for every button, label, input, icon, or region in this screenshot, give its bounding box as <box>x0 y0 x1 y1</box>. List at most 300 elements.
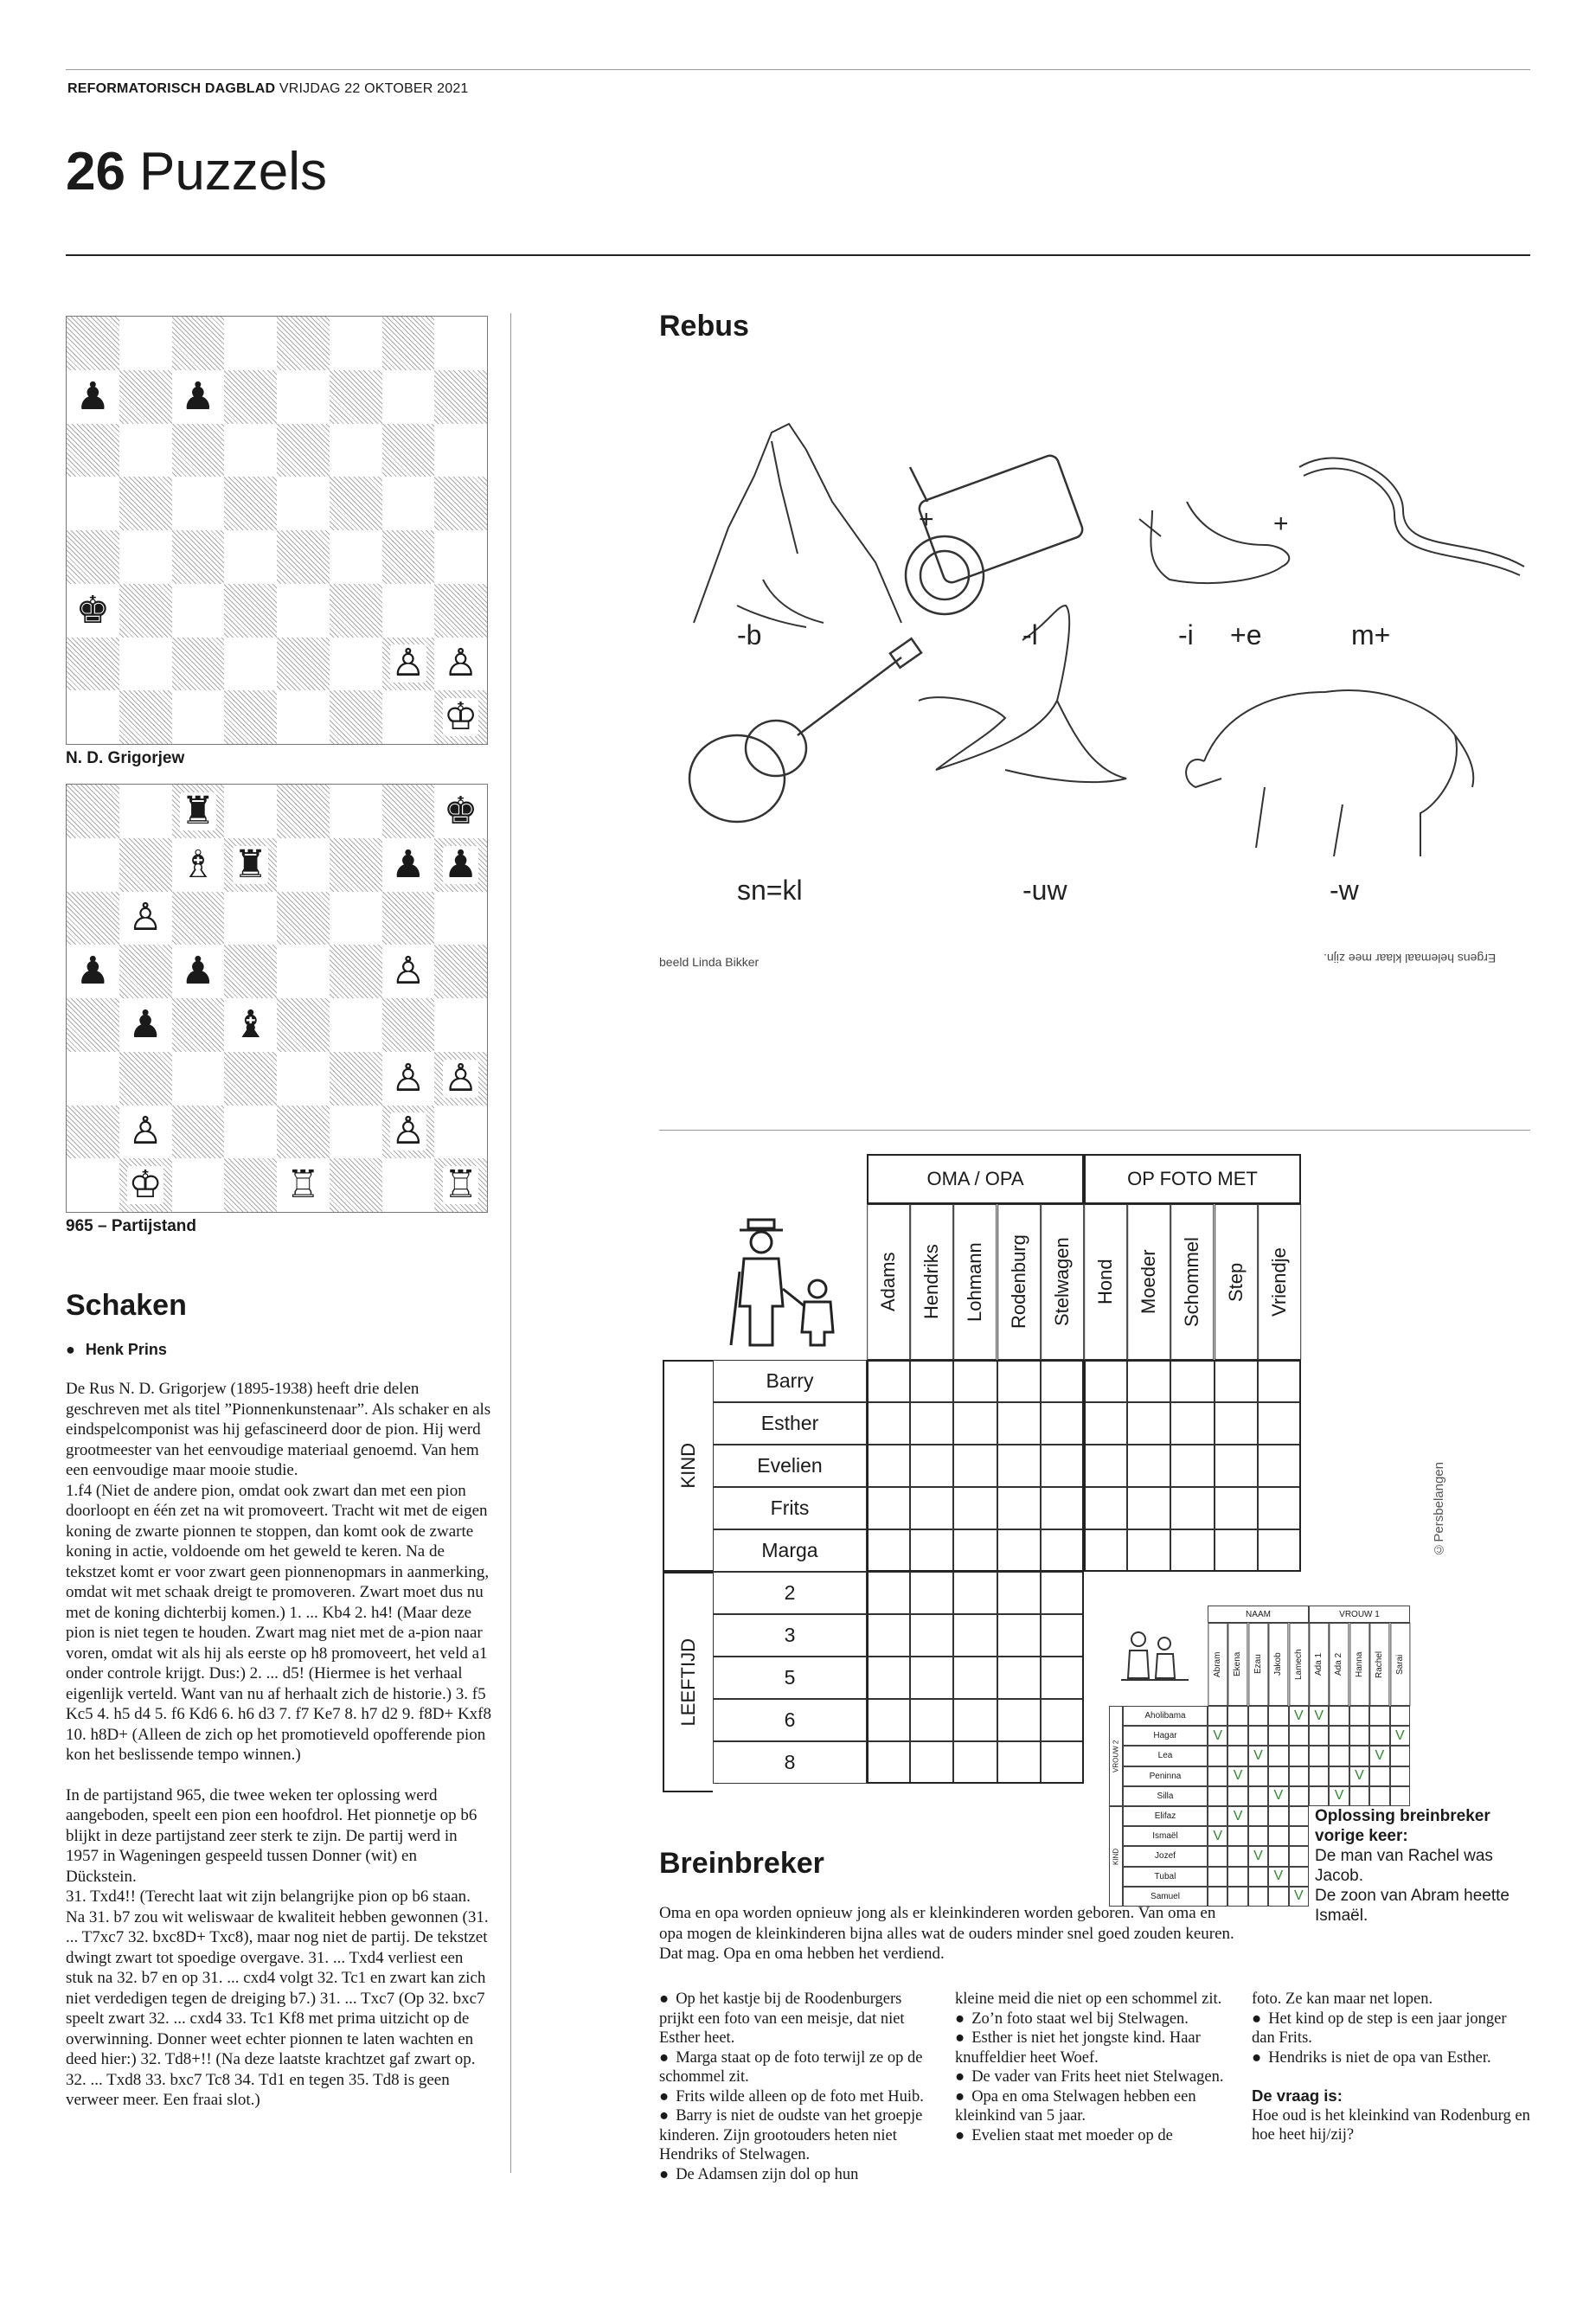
prev-grid-cell <box>1329 1746 1349 1766</box>
prev-grid-cell <box>1227 1826 1247 1846</box>
prev-grid-cell <box>1289 1746 1309 1766</box>
prev-grid-cell <box>1227 1846 1247 1866</box>
grid-row-label: Esther <box>713 1402 867 1445</box>
chess-piece-icon: ♙ <box>391 641 426 686</box>
chess-piece-icon: ♙ <box>391 1055 426 1100</box>
prev-column-header: Jakob <box>1268 1623 1288 1706</box>
prev-row-label: Jozef <box>1123 1846 1208 1866</box>
chess-piece-icon: ♙ <box>128 1109 163 1154</box>
chess-square <box>119 785 172 838</box>
chess-square <box>172 1106 225 1159</box>
prev-grid-cell <box>1248 1786 1268 1806</box>
rebus-label: m+ <box>1351 619 1391 651</box>
guitar-icon <box>689 638 921 822</box>
header-rule <box>66 254 1530 256</box>
rebus-label: -w <box>1330 875 1359 906</box>
chess-square <box>330 530 382 584</box>
prev-grid-cell <box>1248 1806 1268 1826</box>
chess-piece-icon: ♟ <box>128 1002 163 1047</box>
chess-square <box>382 530 435 584</box>
prev-row-label: Hagar <box>1123 1726 1208 1746</box>
chess-square <box>172 1158 225 1212</box>
chess-square <box>119 424 172 478</box>
chess-square <box>67 584 119 638</box>
prev-grid-cell <box>1248 1726 1268 1746</box>
chess-piece-icon: ♜ <box>181 788 215 833</box>
kind-label-box <box>663 1360 713 1572</box>
prev-grid-cell <box>1289 1867 1309 1887</box>
solution-line: De man van Rachel was Jacob. <box>1315 1847 1493 1885</box>
prev-grid-cell <box>1289 1726 1309 1746</box>
chess-square <box>67 945 119 998</box>
schaken-author: Henk Prins <box>85 1341 167 1358</box>
chess-square <box>224 424 277 478</box>
prev-row-label: Ismaël <box>1123 1826 1208 1846</box>
chess-piece-icon: ♚ <box>443 788 478 833</box>
chess-square <box>172 638 225 691</box>
chess-square <box>224 838 277 892</box>
chess-square <box>382 892 435 945</box>
clue: ● Esther is niet het jongste kind. Haar knuffeldier heet Woef. <box>955 2029 1232 2067</box>
check-mark-icon: V <box>1248 1746 1268 1766</box>
chess-piece-icon: ♙ <box>391 949 426 994</box>
chess-square <box>224 370 277 424</box>
chess-square <box>172 1052 225 1106</box>
page-header <box>66 142 328 202</box>
prev-grid-cell <box>1309 1726 1329 1746</box>
chess-square <box>277 638 330 691</box>
chess-square <box>119 690 172 744</box>
masthead <box>67 81 469 97</box>
chess-square <box>224 1158 277 1212</box>
kind-label: KIND <box>677 1443 699 1489</box>
chess-square <box>172 424 225 478</box>
chess-piece-icon: ♚ <box>75 587 111 632</box>
chess-square <box>67 785 119 838</box>
chess-square <box>330 638 382 691</box>
question-title: De vraag is: <box>1252 2086 1343 2105</box>
rebus-credit: beeld Linda Bikker <box>659 955 760 969</box>
chess-square <box>119 892 172 945</box>
top-rule <box>66 69 1530 70</box>
chess-square <box>67 530 119 584</box>
chess-square <box>277 945 330 998</box>
prev-vrouw2-label: VROUW 2 <box>1109 1706 1123 1806</box>
chess-square <box>434 638 487 691</box>
grid-column-header: Hond <box>1084 1204 1127 1360</box>
grid-row-label: 8 <box>713 1741 867 1784</box>
mountain-icon <box>694 424 901 627</box>
page-title: Puzzels <box>138 142 328 202</box>
prev-grid-cell <box>1309 1746 1329 1766</box>
rebus-label: -i <box>1178 619 1194 651</box>
chess-piece-icon: ♙ <box>391 1109 426 1154</box>
clue: ● De vader van Frits heet niet Stelwagen. <box>955 2067 1232 2087</box>
chess-square <box>277 370 330 424</box>
clue-continuation: foto. Ze kan maar net lopen. <box>1252 1990 1433 2008</box>
prev-grid-cell <box>1390 1766 1410 1786</box>
clue: ● Frits wilde alleen op de foto met Huib. <box>659 2087 936 2107</box>
chess-piece-icon: ♖ <box>285 1163 321 1208</box>
chess-square <box>172 945 225 998</box>
prev-grid-cell <box>1268 1746 1288 1766</box>
grid-column-header: Vriendje <box>1258 1204 1301 1360</box>
chess-square <box>434 785 487 838</box>
chess-piece-icon: ♖ <box>443 1163 478 1208</box>
chess-square <box>434 690 487 744</box>
chess-square <box>330 838 382 892</box>
chess-square <box>330 690 382 744</box>
check-mark-icon: V <box>1289 1887 1309 1907</box>
chess-square <box>330 477 382 530</box>
prev-row-label: Peninna <box>1123 1766 1208 1786</box>
prev-column-header: Ezau <box>1248 1623 1268 1706</box>
prev-column-header: Rachel <box>1369 1623 1389 1706</box>
chess-square <box>119 370 172 424</box>
chess-square <box>382 945 435 998</box>
prev-group-vrouw1: VROUW 1 <box>1309 1606 1410 1623</box>
prev-grid-cell <box>1369 1726 1389 1746</box>
chess-square <box>330 785 382 838</box>
grid-credit: ©Persbelangen <box>1432 1462 1446 1557</box>
rebus-upside-note: Ergens helemaal klaar mee zijn. <box>1324 952 1497 965</box>
prev-grid-cell <box>1268 1766 1288 1786</box>
prev-grid-cell <box>1349 1706 1369 1726</box>
chess-square <box>172 892 225 945</box>
chess-square <box>382 785 435 838</box>
rebus-label: -l <box>1022 619 1038 651</box>
check-mark-icon: V <box>1309 1706 1329 1726</box>
schaken-paragraph: 1.f4 (Niet de andere pion, omdat ook zwart dan met een pion doorloopt en één zet na wit promoveert. Tracht wit met de eigen koning de zwarte pionnen te stoppen, dan komt ook de zwarte koning in actie, voldoende om het geweld te keren. Na de tekstzet komt er voor zwart geen pionnenopmars in aanmerking, omdat wit met schaak dreigt te promoveren. Zwart moet dus nu met de koning dichterbij komen.) 1. ... Kb4 2. h4! (Maar deze pion is niet tegen te houden. Zwart mag niet met de a-pion naar voren, omdat wit als hij als eerste op h8 promoveert, het veld a1 onder controle krijgt. Dus:) 2. ... d5! (Hiermee is het verhaal eigenlijk verteld. Want van nu af herhaalt zich de historie.) 3. f5 Kc5 4. h5 d4 5. f6 Kd6 6. h6 d3 7. f7 Ke7 8. h7 d2 9. f8D+ Kxf8 10. h8D+ (Alleen de zich op het promotieveld opofferende pion kon het beslissende tempo winnen.) <box>66 1481 491 1764</box>
chess-square <box>172 317 225 370</box>
chess-square <box>119 317 172 370</box>
clues-column-2 <box>955 1990 1232 2145</box>
prev-grid-cell <box>1268 1726 1288 1746</box>
rebus-title: Rebus <box>659 310 749 343</box>
prev-column-header: Ada 2 <box>1329 1623 1349 1706</box>
chess-square <box>382 584 435 638</box>
grid-row-label: Frits <box>713 1487 867 1529</box>
prev-grid-cell <box>1268 1806 1288 1826</box>
chess-square <box>224 638 277 691</box>
foot-icon <box>1139 502 1289 583</box>
chess-square <box>277 998 330 1052</box>
chess-piece-icon: ♗ <box>181 842 215 887</box>
grid-row-label: Evelien <box>713 1445 867 1487</box>
chess-square <box>172 530 225 584</box>
chess-square <box>224 785 277 838</box>
chess-square <box>119 998 172 1052</box>
chess-square <box>382 838 435 892</box>
prev-grid-cell <box>1227 1867 1247 1887</box>
board2-caption: 965 – Partijstand <box>66 1217 197 1235</box>
chess-square <box>330 945 382 998</box>
chess-square <box>224 1052 277 1106</box>
leeftijd-label-box <box>663 1572 713 1792</box>
check-mark-icon: V <box>1390 1726 1410 1746</box>
check-mark-icon: V <box>1227 1806 1247 1826</box>
chess-piece-icon: ♜ <box>233 842 268 887</box>
prev-row-label: Lea <box>1123 1746 1208 1766</box>
chess-square <box>277 892 330 945</box>
chess-square <box>224 317 277 370</box>
grid-row-label: 2 <box>713 1572 867 1614</box>
check-mark-icon: V <box>1268 1867 1288 1887</box>
prev-grid-cell <box>1208 1867 1227 1887</box>
chess-piece-icon: ♟ <box>391 842 426 887</box>
chess-piece-icon: ♟ <box>75 374 111 419</box>
solution-block <box>1315 1806 1531 1926</box>
clue: ● Barry is niet de oudste van het groepje kinderen. Zijn grootouders heten niet Hendriks of Stelwagen. <box>659 2106 936 2165</box>
prev-grid-cell <box>1248 1706 1268 1726</box>
chess-piece-icon: ♔ <box>443 695 478 740</box>
chess-square <box>277 477 330 530</box>
prev-column-header: Abram <box>1208 1623 1227 1706</box>
chess-piece-icon: ♙ <box>443 641 478 686</box>
grid-column-header: Lohmann <box>953 1204 997 1360</box>
prev-grid-cell <box>1309 1766 1329 1786</box>
chess-square <box>172 998 225 1052</box>
solution-title: Oplossing breinbreker vorige keer: <box>1315 1807 1490 1845</box>
check-mark-icon: V <box>1227 1766 1247 1786</box>
chess-square <box>330 1106 382 1159</box>
chess-square <box>119 530 172 584</box>
grid-column-header: Schommel <box>1170 1204 1214 1360</box>
prev-grid-cell <box>1349 1786 1369 1806</box>
chess-square <box>67 424 119 478</box>
prev-grid-cell <box>1309 1786 1329 1806</box>
prev-grid-cell <box>1349 1726 1369 1746</box>
prev-row-label: Silla <box>1123 1786 1208 1806</box>
column-divider <box>510 313 511 2173</box>
chess-square <box>67 370 119 424</box>
clue: ● Evelien staat met moeder op de <box>955 2126 1232 2146</box>
chess-square <box>277 424 330 478</box>
chess-square <box>119 838 172 892</box>
chess-square <box>172 584 225 638</box>
clues-column-1 <box>659 1990 936 2184</box>
chess-square <box>224 584 277 638</box>
chess-square <box>277 838 330 892</box>
chess-square <box>119 1106 172 1159</box>
chess-square <box>434 1052 487 1106</box>
chess-square <box>119 584 172 638</box>
prev-grid-cell <box>1329 1766 1349 1786</box>
question-text: Hoe oud is het kleinkind van Rodenburg en hoe heet hij/zij? <box>1252 2106 1530 2144</box>
grid-row-label: Barry <box>713 1360 867 1402</box>
chess-square <box>382 1106 435 1159</box>
chess-square <box>277 317 330 370</box>
check-mark-icon: V <box>1208 1726 1227 1746</box>
prev-grid-cell <box>1329 1726 1349 1746</box>
chess-square <box>224 1106 277 1159</box>
prev-column-header: Ada 1 <box>1309 1623 1329 1706</box>
prev-grid-cell <box>1369 1706 1389 1726</box>
rebus-label: -uw <box>1022 875 1067 906</box>
prev-group-naam: NAAM <box>1208 1606 1309 1623</box>
prev-grid-cell <box>1268 1846 1288 1866</box>
chess-square <box>434 892 487 945</box>
prev-grid-cell <box>1268 1826 1288 1846</box>
prev-column-header: Hanna <box>1349 1623 1369 1706</box>
grid-column-header: Step <box>1215 1204 1258 1360</box>
chess-square <box>382 998 435 1052</box>
check-mark-icon: V <box>1369 1746 1389 1766</box>
schaken-body <box>66 1379 491 2131</box>
chess-square <box>382 424 435 478</box>
chess-square <box>277 1052 330 1106</box>
chess-square <box>330 584 382 638</box>
chess-piece-icon: ♟ <box>181 949 215 994</box>
prev-row-label: Samuel <box>1123 1887 1208 1907</box>
family-sketch-icon <box>1121 1626 1190 1687</box>
chess-square <box>224 998 277 1052</box>
prev-column-header: Lamech <box>1289 1623 1309 1706</box>
chess-square <box>382 1052 435 1106</box>
prev-grid-cell <box>1248 1867 1268 1887</box>
chess-square <box>224 477 277 530</box>
page-number: 26 <box>66 142 125 202</box>
masthead-date: VRIJDAG 22 OKTOBER 2021 <box>279 81 469 96</box>
schaken-paragraph: In de partijstand 965, die twee weken ter oplossing werd aangeboden, speelt een pion een hoofdrol. Het pionnetje op b6 blijkt in deze partijstand zeer sterk te zijn. De partij werd in 1957 in Wageningen gespeeld tussen Donner (wit) en Dückstein. <box>66 1785 478 1886</box>
prev-grid-cell <box>1289 1846 1309 1866</box>
grid-column-header: Adams <box>867 1204 910 1360</box>
grid-column-header: Rodenburg <box>997 1204 1041 1360</box>
chess-square <box>172 370 225 424</box>
prev-grid-cell <box>1208 1846 1227 1866</box>
prev-grid-cell <box>1390 1746 1410 1766</box>
chess-square <box>67 1158 119 1212</box>
prev-grid-cell <box>1390 1786 1410 1806</box>
chess-square <box>119 477 172 530</box>
prev-grid-cell <box>1248 1887 1268 1907</box>
prev-grid-cell <box>1208 1746 1227 1766</box>
prev-grid-cell <box>1329 1706 1349 1726</box>
clue: ● Het kind op de step is een jaar jonger dan Frits. <box>1252 2009 1530 2048</box>
prev-grid-cell <box>1208 1766 1227 1786</box>
chess-square <box>434 424 487 478</box>
chess-square <box>382 317 435 370</box>
chess-square <box>67 1106 119 1159</box>
schaken-paragraph: De Rus N. D. Grigorjew (1895-1938) heeft drie delen geschreven met als titel ”Pionnenkunstenaar”. Als schaker en als eindspelcomponist was hij gefascineerd door de pion. Hij werd grootmeester van het eenvoudige materiaal genoemd. Van hem een eenvoudige maar mooie studie. <box>66 1380 491 1479</box>
grid-column-header: Moeder <box>1127 1204 1170 1360</box>
breinbreker-title: Breinbreker <box>659 1847 824 1880</box>
chess-square <box>382 1158 435 1212</box>
chess-square <box>224 530 277 584</box>
chess-square <box>382 477 435 530</box>
chess-square <box>119 1158 172 1212</box>
prev-grid-cell <box>1248 1766 1268 1786</box>
boar-icon <box>1186 690 1473 856</box>
chess-square <box>434 370 487 424</box>
clue: ● Op het kastje bij de Roodenburgers prijkt een foto van een meisje, dat niet Esther heet. <box>659 1990 936 2048</box>
clue: ● Opa en oma Stelwagen hebben een kleinkind van 5 jaar. <box>955 2087 1232 2126</box>
chess-square <box>67 638 119 691</box>
chess-square <box>330 892 382 945</box>
prev-grid-cell <box>1227 1746 1247 1766</box>
prev-grid-cell <box>1268 1887 1288 1907</box>
section-rule <box>659 1130 1530 1131</box>
check-mark-icon: V <box>1208 1826 1227 1846</box>
clue: ● Zo’n foto staat wel bij Stelwagen. <box>955 2009 1232 2029</box>
grid-row-label: 6 <box>713 1699 867 1741</box>
prev-grid-cell <box>1227 1726 1247 1746</box>
check-mark-icon: V <box>1329 1786 1349 1806</box>
prev-kind-label: KIND <box>1109 1806 1123 1907</box>
prev-column-header: Sarai <box>1390 1623 1410 1706</box>
board1-caption: N. D. Grigorjew <box>66 749 185 767</box>
chess-square <box>434 530 487 584</box>
chess-piece-icon: ♝ <box>233 1002 268 1047</box>
chess-square <box>67 1052 119 1106</box>
chess-square <box>277 785 330 838</box>
chess-piece-icon: ♔ <box>128 1163 163 1208</box>
group-header-oma: OMA / OPA <box>867 1154 1084 1204</box>
chess-square <box>434 945 487 998</box>
chess-square <box>172 690 225 744</box>
chess-square <box>67 477 119 530</box>
chess-square <box>330 1158 382 1212</box>
schaken-title: Schaken <box>66 1289 187 1322</box>
chess-piece-icon: ♟ <box>181 374 215 419</box>
rebus-label: sn=kl <box>737 875 803 906</box>
clue: ● De Adamsen zijn dol op hun <box>659 2165 936 2185</box>
chess-piece-icon: ♟ <box>75 949 111 994</box>
chess-square <box>434 998 487 1052</box>
grid-row-label: 5 <box>713 1657 867 1699</box>
chess-square <box>382 370 435 424</box>
prev-row-label: Aholibama <box>1123 1706 1208 1726</box>
chess-square <box>434 838 487 892</box>
chess-board-1 <box>66 316 488 745</box>
prev-grid-cell <box>1369 1786 1389 1806</box>
prev-grid-cell <box>1208 1786 1227 1806</box>
grandparent-icon <box>722 1211 852 1349</box>
schaken-paragraph: 31. Txd4!! (Terecht laat wit zijn belangrijke pion op b6 staan. Na 31. b7 zou wit weliswaar de kwaliteit hebben gewonnen (31. ... T7xc7 32. bxc8D+ Txc8), maar nog niet de partij. De tekstzet dwingt zwart tot spoedige overgave. 31. ... Txd4 verliest een stuk na 32. b7 en op 31. ... cxd4 volgt 32. Tc1 en zwart kan zich niet verdedigen tegen de dreiging b7.) 31. ... Txc7 (Op 32. bxc7 speelt zwart 32. ... cxd4 33. Tc1 Kf8 met prima uitzicht op de overwinning. Donner weet echter pionnen te laten wachten en deed hier:) 32. Td8+!! (Na deze laatste krachtzet gaf zwart op. 32. ... Txd8 33. bxc7 Tc8 34. Td1 en tegen 35. Td8 is geen verweer meer. Een fraai slot.) <box>66 1888 489 2109</box>
chess-square <box>172 477 225 530</box>
chess-square <box>434 1158 487 1212</box>
chess-square <box>277 1158 330 1212</box>
check-mark-icon: V <box>1289 1706 1309 1726</box>
chess-piece-icon: ♙ <box>128 895 163 940</box>
grid-column-header: Stelwagen <box>1041 1204 1084 1360</box>
prev-row-label: Tubal <box>1123 1867 1208 1887</box>
clue-continuation: kleine meid die niet op een schommel zit. <box>955 1990 1222 2008</box>
chess-piece-icon: ♙ <box>443 1055 478 1100</box>
prev-grid-cell <box>1369 1766 1389 1786</box>
rebus-label: +e <box>1230 619 1262 651</box>
chess-square <box>172 785 225 838</box>
chess-square <box>277 690 330 744</box>
chess-square <box>434 584 487 638</box>
chess-square <box>277 530 330 584</box>
prev-grid-cell <box>1390 1706 1410 1726</box>
grid-column-header: Hendriks <box>910 1204 953 1360</box>
prev-grid-cell <box>1289 1786 1309 1806</box>
rebus-illustrations <box>659 407 1530 908</box>
chess-square <box>434 1106 487 1159</box>
prev-row-label: Elifaz <box>1123 1806 1208 1826</box>
chess-square <box>67 690 119 744</box>
grid-block-border <box>867 1360 1301 1572</box>
prev-grid-cell <box>1208 1806 1227 1826</box>
chess-square <box>67 892 119 945</box>
check-mark-icon: V <box>1248 1846 1268 1866</box>
check-mark-icon: V <box>1349 1766 1369 1786</box>
prev-grid-cell <box>1289 1826 1309 1846</box>
prev-column-header: Ekena <box>1227 1623 1247 1706</box>
chess-square <box>67 998 119 1052</box>
